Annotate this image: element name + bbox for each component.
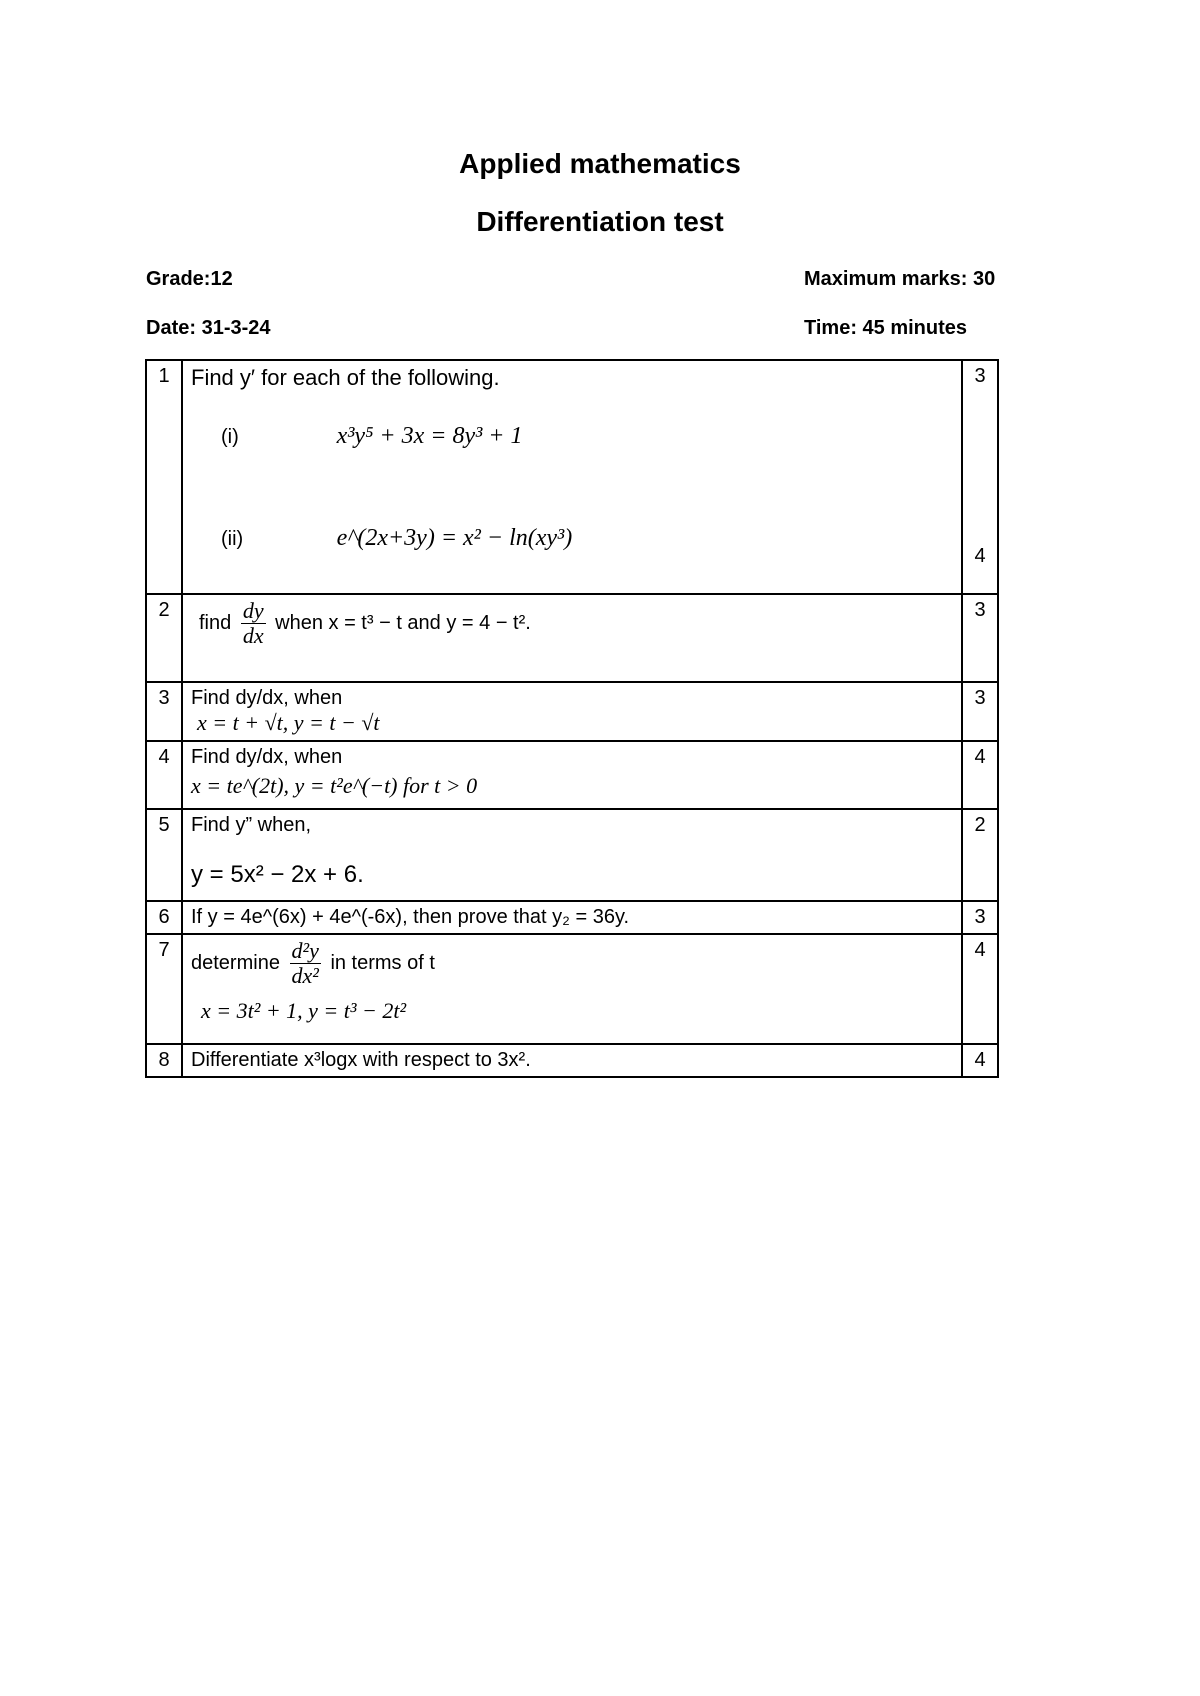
question-number: 2 bbox=[146, 594, 182, 682]
equation: y = 5x² − 2x + 6. bbox=[191, 861, 364, 888]
max-marks-label: Maximum marks: 30 bbox=[804, 268, 996, 290]
question-body bbox=[182, 594, 962, 682]
marks-value: 3 bbox=[962, 682, 998, 741]
question-row-1 bbox=[146, 360, 998, 594]
equation: e^(2x+3y) = x² − ln(xy³) bbox=[336, 525, 573, 551]
question-body bbox=[182, 1044, 962, 1077]
question-number: 7 bbox=[146, 934, 182, 1044]
marks-value: 4 bbox=[962, 1044, 998, 1077]
part-label: (i) bbox=[221, 426, 239, 448]
question-text: Find y” when, bbox=[191, 814, 312, 836]
equation: x = 3t² + 1, y = t³ − 2t² bbox=[201, 998, 407, 1024]
question-body bbox=[182, 682, 962, 741]
date-label: Date: 31-3-24 bbox=[146, 317, 271, 339]
question-text: Differentiate x³logx with respect to 3x². bbox=[191, 1049, 531, 1071]
document-subtitle: Differentiation test bbox=[476, 206, 724, 237]
equation: x = te^(2t), y = t²e^(−t) for t > 0 bbox=[191, 773, 478, 798]
marks-value: 3 bbox=[962, 594, 998, 682]
equation: x = t + √t, y = t − √t bbox=[197, 710, 380, 735]
question-row-2 bbox=[146, 594, 998, 682]
question-row-3 bbox=[146, 682, 998, 741]
marks-value: 4 bbox=[974, 545, 986, 567]
question-row-6 bbox=[146, 901, 998, 934]
marks-value: 4 bbox=[962, 934, 998, 1044]
question-row-8 bbox=[146, 1044, 998, 1077]
marks-value: 4 bbox=[962, 741, 998, 809]
fraction-denominator: dx bbox=[242, 623, 264, 649]
marks-value: 3 bbox=[974, 365, 986, 387]
fraction-denominator: dx² bbox=[291, 963, 319, 989]
question-text: If y = 4e^(6x) + 4e^(-6x), then prove that y₂ = 36y. bbox=[191, 906, 630, 928]
question-body bbox=[182, 934, 962, 1044]
question-body bbox=[182, 360, 962, 594]
marks-value: 3 bbox=[962, 901, 998, 934]
question-condition: in terms of t bbox=[330, 951, 435, 974]
document-title: Applied mathematics bbox=[459, 148, 741, 179]
part-label: (ii) bbox=[221, 528, 244, 550]
derivative-fraction bbox=[241, 599, 266, 648]
question-number: 6 bbox=[146, 901, 182, 934]
second-derivative-fraction bbox=[290, 939, 321, 988]
fraction-numerator: dy bbox=[242, 598, 264, 623]
question-body bbox=[182, 809, 962, 901]
question-body bbox=[182, 901, 962, 934]
grade-label: Grade:12 bbox=[146, 268, 233, 290]
question-text: Find dy/dx, when bbox=[191, 746, 343, 768]
marks-value: 2 bbox=[962, 809, 998, 901]
question-number: 1 bbox=[146, 360, 182, 594]
question-text: Find dy/dx, when bbox=[191, 687, 343, 709]
question-number: 8 bbox=[146, 1044, 182, 1077]
question-condition: when x = t³ − t and y = 4 − t². bbox=[275, 611, 531, 634]
fraction-numerator: d²y bbox=[291, 938, 319, 963]
questions-table bbox=[145, 359, 999, 1078]
time-label: Time: 45 minutes bbox=[804, 317, 968, 339]
question-body bbox=[182, 741, 962, 809]
question-number: 5 bbox=[146, 809, 182, 901]
question-number: 3 bbox=[146, 682, 182, 741]
question-text: find bbox=[199, 611, 232, 634]
equation: x³y⁵ + 3x = 8y³ + 1 bbox=[336, 423, 523, 449]
marks-cell bbox=[962, 360, 998, 594]
question-row-4 bbox=[146, 741, 998, 809]
question-text: Find y′ for each of the following. bbox=[191, 365, 500, 390]
question-number: 4 bbox=[146, 741, 182, 809]
question-text: determine bbox=[191, 951, 280, 974]
question-row-7 bbox=[146, 934, 998, 1044]
question-row-5 bbox=[146, 809, 998, 901]
